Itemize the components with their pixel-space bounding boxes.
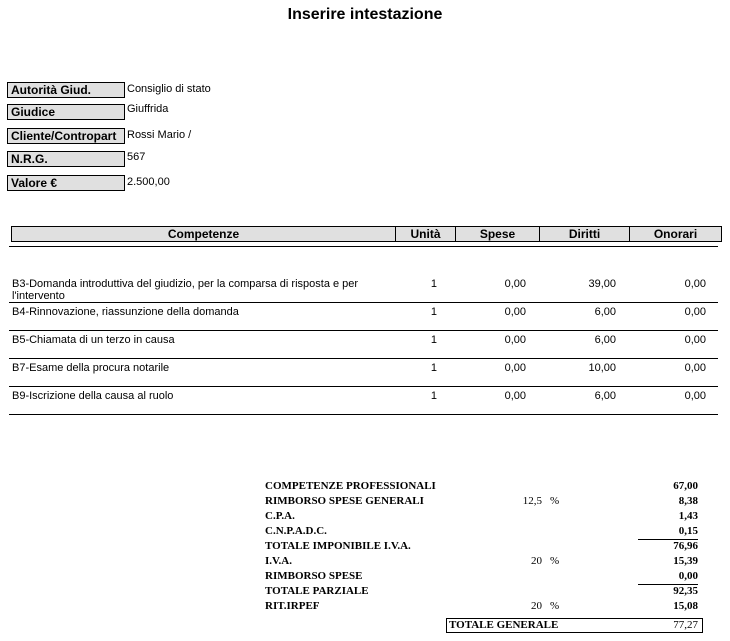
row-description: B5-Chiamata di un terzo in causa: [12, 334, 175, 346]
summary-percent-sign: %: [550, 555, 560, 567]
summary-percent: 12,5: [522, 495, 542, 507]
field-value: 567: [127, 151, 146, 163]
summary-label: RIMBORSO SPESE GENERALI: [265, 495, 424, 507]
row-unita: 1: [430, 390, 437, 402]
summary-value: 15,08: [673, 600, 698, 612]
summary-value: 1,43: [678, 510, 698, 522]
row-divider: [9, 330, 718, 331]
row-onorari: 0,00: [684, 390, 706, 402]
total-value: 77,27: [673, 619, 698, 631]
summary-label: I.V.A.: [265, 555, 293, 567]
row-diritti: 10,00: [588, 362, 616, 374]
summary-label: RIMBORSO SPESE: [265, 570, 363, 582]
field-label: Giudice: [7, 104, 125, 120]
column-header-unita: Unità: [395, 227, 455, 241]
summary-label: C.N.P.A.D.C.: [265, 525, 327, 537]
row-spese: 0,00: [504, 278, 526, 290]
row-spese: 0,00: [504, 306, 526, 318]
field-label: N.R.G.: [7, 151, 125, 167]
summary-value: 92,35: [673, 585, 698, 597]
field-value: Giuffrida: [127, 103, 169, 115]
column-header-spese: Spese: [455, 227, 539, 241]
summary-percent-sign: %: [550, 495, 560, 507]
field-label: Autorità Giud.: [7, 82, 125, 98]
summary-percent: 20: [531, 600, 542, 612]
summary-label: C.P.A.: [265, 510, 295, 522]
row-unita: 1: [430, 362, 437, 374]
row-unita: 1: [430, 306, 437, 318]
summary-label: TOTALE IMPONIBILE I.V.A.: [265, 540, 411, 552]
column-header-competenze: Competenze: [167, 227, 240, 241]
row-diritti: 6,00: [594, 390, 616, 402]
row-description: B3-Domanda introduttiva del giudizio, per la comparsa di risposta e per l'intervento: [12, 278, 359, 302]
summary-value: 15,39: [673, 555, 698, 567]
row-divider: [9, 358, 718, 359]
summary-value: 0,15: [678, 525, 698, 537]
summary-label: TOTALE PARZIALE: [265, 585, 369, 597]
row-onorari: 0,00: [684, 362, 706, 374]
row-description: B4-Rinnovazione, riassunzione della domanda: [12, 306, 239, 318]
row-onorari: 0,00: [684, 278, 706, 290]
row-divider: [9, 302, 718, 303]
field-value: Rossi Mario /: [127, 129, 192, 141]
row-onorari: 0,00: [684, 306, 706, 318]
summary-value: 67,00: [673, 480, 698, 492]
summary-label: COMPETENZE PROFESSIONALI: [265, 480, 436, 492]
summary-label: RIT.IRPEF: [265, 600, 320, 612]
summary-value: 76,96: [673, 540, 698, 552]
summary-value: 8,38: [678, 495, 698, 507]
row-description: B9-Iscrizione della causa al ruolo: [12, 390, 174, 402]
summary-value: 0,00: [678, 570, 698, 582]
summary-percent-sign: %: [550, 600, 560, 612]
row-onorari: 0,00: [684, 334, 706, 346]
field-value: Consiglio di stato: [127, 83, 211, 95]
row-diritti: 6,00: [594, 334, 616, 346]
summary-percent: 20: [531, 555, 542, 567]
row-spese: 0,00: [504, 390, 526, 402]
row-spese: 0,00: [504, 362, 526, 374]
row-diritti: 6,00: [594, 306, 616, 318]
column-header-onorari: Onorari: [629, 227, 721, 241]
field-value: 2.500,00: [127, 176, 170, 188]
table-header: [11, 226, 722, 242]
divider: [9, 246, 718, 247]
row-description: B7-Esame della procura notarile: [12, 362, 170, 374]
row-divider: [9, 386, 718, 387]
row-diritti: 39,00: [588, 278, 616, 290]
field-label: Valore €: [7, 175, 125, 191]
row-spese: 0,00: [504, 334, 526, 346]
row-unita: 1: [430, 334, 437, 346]
page-title: Inserire intestazione: [287, 6, 443, 23]
field-label: Cliente/Contropart: [7, 128, 125, 144]
total-label: TOTALE GENERALE: [449, 619, 559, 631]
row-divider: [9, 414, 718, 415]
column-header-diritti: Diritti: [539, 227, 629, 241]
row-unita: 1: [430, 278, 437, 290]
